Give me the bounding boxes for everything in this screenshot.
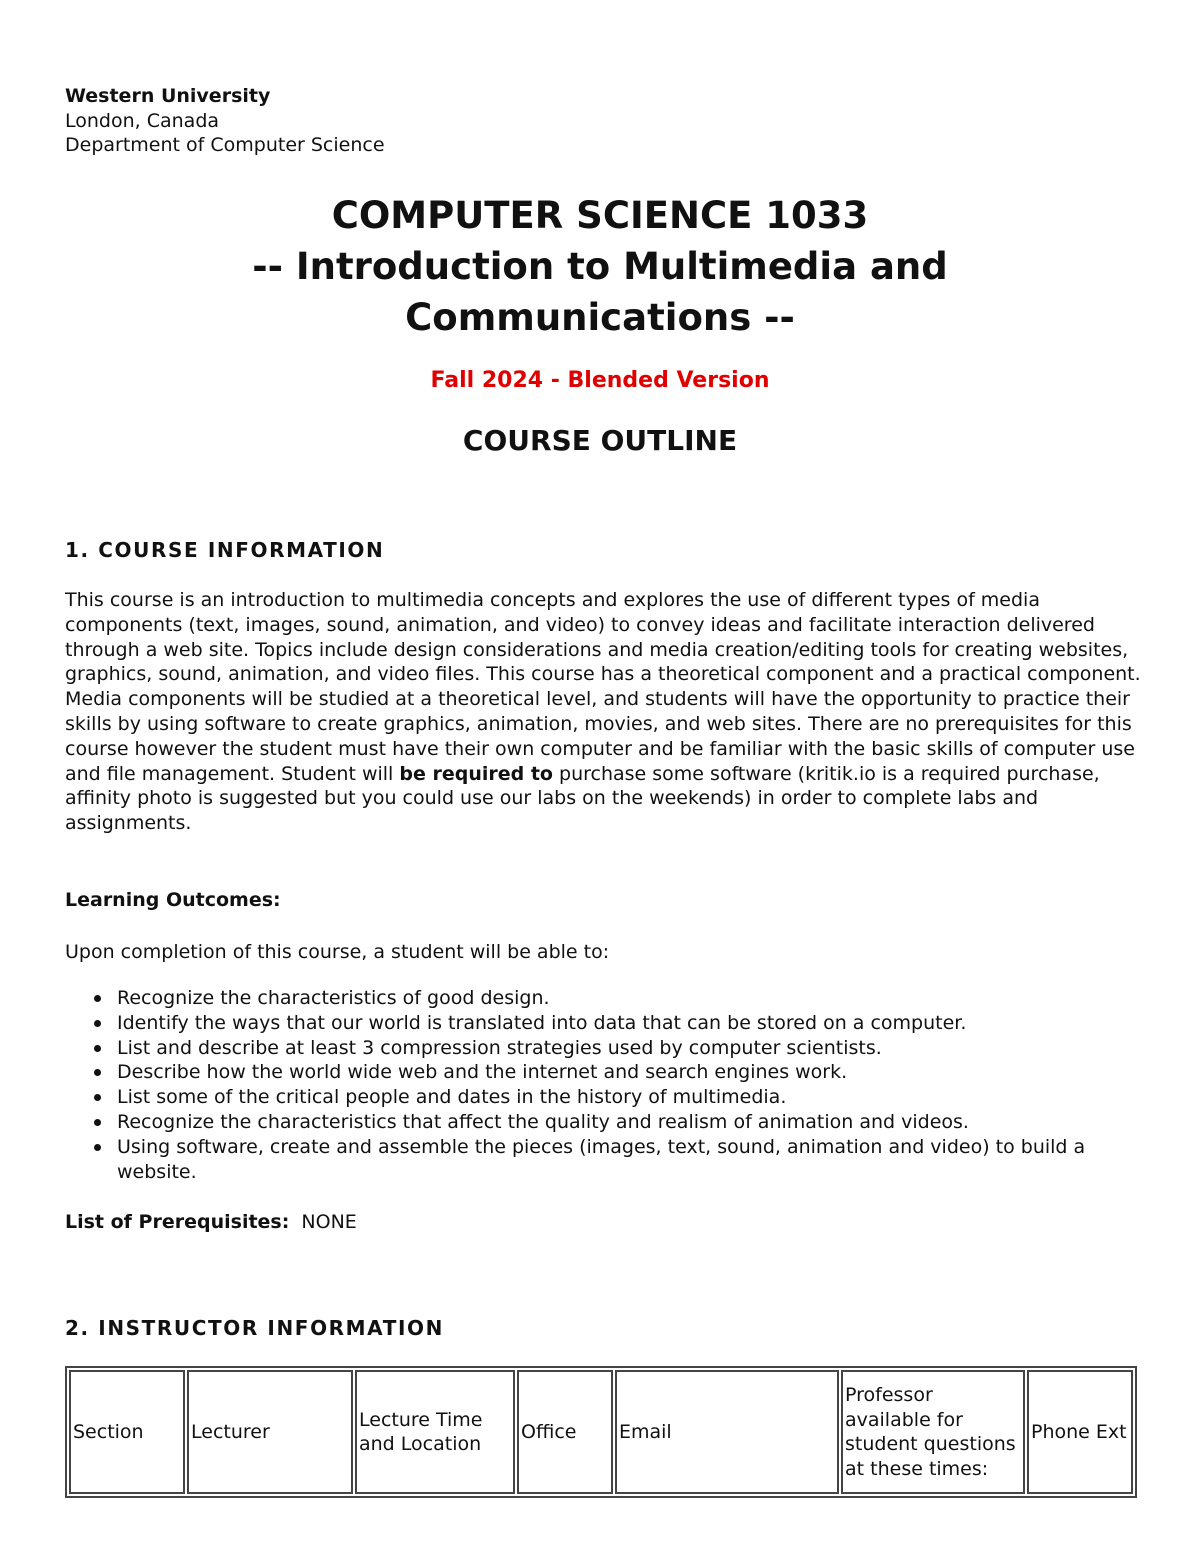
table-header-row [69,1370,1133,1494]
course-outline-heading: COURSE OUTLINE [462,424,738,457]
bullet-icon [94,1069,101,1076]
learning-outcomes-list [117,986,1127,1184]
list-item [117,986,1127,1011]
list-item [117,1085,1127,1110]
column-header-lecturer: Lecturer [187,1370,353,1494]
learning-outcomes-intro: Upon completion of this course, a student will be able to: [65,941,610,963]
term-label: Fall 2024 - Blended Version [430,368,770,393]
list-item [117,1036,1127,1061]
bullet-icon [94,1094,101,1101]
outcome-text: Recognize the characteristics of good design. [117,987,550,1009]
course-description-bold: be required to [399,762,553,785]
prerequisites-value: NONE [289,1211,357,1233]
column-header-lecture-time: Lecture Time and Location [355,1370,515,1494]
bullet-icon [94,1119,101,1126]
course-title-line-2: -- Introduction to Multimedia and [252,245,948,288]
institution-header [65,84,385,158]
list-item [117,1110,1127,1135]
section-heading-course-information: 1. COURSE INFORMATION [65,538,385,562]
list-item [117,1135,1127,1185]
section-heading-instructor-information: 2. INSTRUCTOR INFORMATION [65,1316,444,1340]
bullet-icon [94,995,101,1002]
column-header-phone-ext: Phone Ext [1027,1370,1133,1494]
bullet-icon [94,1045,101,1052]
course-description [65,588,1145,836]
outcome-text: Recognize the characteristics that affect the quality and realism of animation and videos. [117,1110,969,1133]
instructor-table [65,1366,1137,1498]
outcome-text: List and describe at least 3 compression strategies used by computer scientists. [117,1036,882,1059]
outcome-text: Identify the ways that our world is translated into data that can be stored on a computer. [117,1011,967,1034]
bullet-icon [94,1144,101,1151]
outcome-text: Using software, create and assemble the pieces (images, text, sound, animation and video) to build a website. [117,1135,1086,1183]
course-title-line-1: COMPUTER SCIENCE 1033 [331,194,869,237]
course-description-text-b: purchase some software (kritik.io is a required purchase, affinity photo is suggested but you could use our labs on the weekends) in order to complete labs and assignments. [65,762,1100,835]
course-description-text-a: This course is an introduction to multimedia concepts and explores the use of different types of media components (text, images, sound, animation, and video) to convey ideas and facilitate interaction delivered through a web site. Topics include design considerations and media creation/editing tools for creating websites, graphics, sound, animation, and video files. This course has a theoretical component and a practical component. Media components will be studied at a theoretical level, and students will have the opportunity to practice their skills by using software to create graphics, animation, movies, and web sites. There are no prerequisites for this course however the student must have their own computer and be familiar with the basic skills of computer use and file management. Student will [65,589,1141,785]
outcome-text: Describe how the world wide web and the internet and search engines work. [117,1061,848,1084]
university-city: London, Canada [65,109,220,132]
department-name: Department of Computer Science [65,134,385,156]
column-header-availability: Professor available for student questions at these times: [841,1370,1025,1494]
university-name: Western University [65,85,271,107]
learning-outcomes-label: Learning Outcomes: [65,889,281,911]
list-item [117,1011,1127,1036]
bullet-icon [94,1020,101,1027]
prerequisites [65,1211,357,1233]
course-title-block [0,190,1200,343]
course-title-line-3: Communications -- [405,296,795,339]
list-item [117,1060,1127,1085]
column-header-office: Office [517,1370,613,1494]
column-header-section: Section [69,1370,185,1494]
outcome-text: List some of the critical people and dates in the history of multimedia. [117,1086,787,1109]
column-header-email: Email [615,1370,839,1494]
prerequisites-label: List of Prerequisites: [65,1211,290,1233]
